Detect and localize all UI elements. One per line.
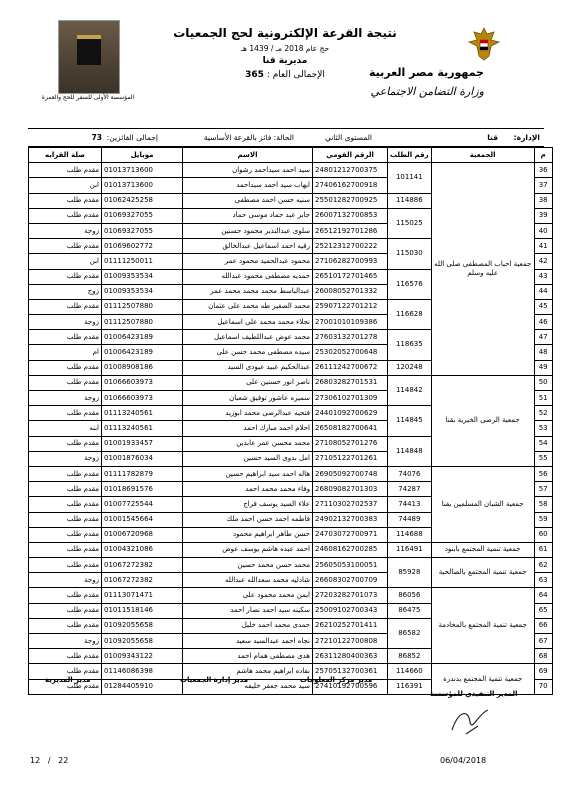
cell-name: هدى مصطفى همام احمد — [183, 649, 313, 664]
cell-relation: زوج — [29, 284, 102, 299]
cell-mobile: 01006720968 — [102, 527, 183, 542]
cell-national-id: 26210252701411 — [313, 618, 388, 633]
cell-national-id: 26111242700672 — [313, 360, 388, 375]
cell-name: امل بدوى السيد حسين — [183, 451, 313, 466]
season-label: حج عام 2018 مـ / 1439 هـ — [240, 44, 330, 53]
cell-relation: مقدم طلب — [29, 603, 102, 618]
cell-serial: 59 — [534, 512, 552, 527]
cell-association: جمعية تنمية المجتمع بدندرة — [431, 664, 534, 694]
cell-national-id: 24801212700375 — [313, 163, 388, 178]
cell-serial: 53 — [534, 421, 552, 436]
cell-serial: 45 — [534, 299, 552, 314]
cell-name: سنيه حسن احمد مصطفى — [183, 193, 313, 208]
print-date: 06/04/2018 — [440, 756, 487, 765]
cell-relation: مقدم طلب — [29, 497, 102, 512]
cell-order-number: 118635 — [388, 330, 432, 360]
cell-order-number: 86582 — [388, 618, 432, 648]
signature-mark — [448, 704, 494, 738]
col-header-nid: الرقم القومي — [313, 148, 388, 163]
cell-name: نجاه احمد عبدالسيد سعيد — [183, 634, 313, 649]
cell-relation: مقدم طلب — [29, 527, 102, 542]
cell-association: جمعية الرضى الخيرية بقنا — [431, 375, 534, 466]
cell-name: فاطمه احمد حسن احمد ملك — [183, 512, 313, 527]
ministry-name: وزارة التضامن الاجتماعي — [370, 85, 484, 98]
cell-relation: ام — [29, 345, 102, 360]
foundation-logo — [58, 20, 120, 94]
cell-national-id: 27210122700808 — [313, 634, 388, 649]
page-current: 12 — [30, 756, 41, 765]
cell-relation: ابن — [29, 178, 102, 193]
kaaba-icon — [77, 35, 101, 65]
exec-director-label: المدير التنفيذي للمؤسسة — [430, 690, 518, 698]
col-header-mobile: موبايل — [102, 148, 183, 163]
cell-mobile: 01066603973 — [102, 375, 183, 390]
cell-mobile: 01001933457 — [102, 436, 183, 451]
cell-order-number: 116628 — [388, 299, 432, 329]
cell-national-id: 27001010109386 — [313, 315, 388, 330]
cell-relation: مقدم طلب — [29, 406, 102, 421]
cell-national-id: 24401092700629 — [313, 406, 388, 421]
cell-mobile: 01001876034 — [102, 451, 183, 466]
cell-national-id: 24703072700971 — [313, 527, 388, 542]
cell-name: جابر عبد حماد موسى حماد — [183, 208, 313, 223]
cell-mobile: 01284405910 — [102, 679, 183, 694]
cell-order-number: 120248 — [388, 360, 432, 375]
table-row — [29, 466, 553, 481]
cell-order-number: 116391 — [388, 679, 432, 694]
cell-national-id: 27410192700596 — [313, 679, 388, 694]
table-body — [29, 163, 553, 695]
cell-serial: 47 — [534, 330, 552, 345]
cell-order-number: 114660 — [388, 664, 432, 679]
cell-name: ايهاب سيد احمد سيداحمد — [183, 178, 313, 193]
cell-serial: 57 — [534, 482, 552, 497]
cell-name: سيده مصطفى محمد حسن على — [183, 345, 313, 360]
cell-order-number: 114845 — [388, 406, 432, 436]
cell-relation: مقدم طلب — [29, 208, 102, 223]
cell-association: جمعية تنمية المجتمع بالمخادمة — [431, 588, 534, 664]
cell-relation: زوجة — [29, 391, 102, 406]
cell-order-number: 74413 — [388, 497, 432, 512]
table-row — [29, 558, 553, 573]
cell-serial: 42 — [534, 254, 552, 269]
cell-serial: 46 — [534, 315, 552, 330]
cell-serial: 66 — [534, 618, 552, 633]
total-value: 365 — [245, 70, 264, 80]
info-bar — [28, 128, 544, 147]
cell-national-id: 27603132701278 — [313, 330, 388, 345]
cell-national-id: 25501282700925 — [313, 193, 388, 208]
cell-serial: 37 — [534, 178, 552, 193]
cell-mobile: 01011518146 — [102, 603, 183, 618]
cell-name: وفاء محمد محمد احمد — [183, 482, 313, 497]
cell-national-id: 27110302702537 — [313, 497, 388, 512]
admin-label: الإدارة: — [513, 133, 540, 142]
cell-national-id: 25302052700648 — [313, 345, 388, 360]
admin-value: قنا — [487, 133, 498, 142]
cell-relation: مقدم طلب — [29, 618, 102, 633]
cell-serial: 40 — [534, 223, 552, 238]
total-line — [170, 70, 400, 80]
cell-mobile: 01013713600 — [102, 163, 183, 178]
cell-order-number: 86475 — [388, 603, 432, 618]
cell-association: جمعية تنمية المجتمع بابنود — [431, 542, 534, 557]
cell-serial: 48 — [534, 345, 552, 360]
cell-order-number: 115030 — [388, 239, 432, 269]
cell-serial: 63 — [534, 573, 552, 588]
cell-serial: 52 — [534, 406, 552, 421]
cell-relation: زوجة — [29, 451, 102, 466]
cell-name: محمد الصغير طه محمد على عثمان — [183, 299, 313, 314]
cell-relation: مقدم طلب — [29, 163, 102, 178]
cell-relation: مقدم طلب — [29, 360, 102, 375]
cell-national-id: 24608162700285 — [313, 542, 388, 557]
cell-mobile: 01001545664 — [102, 512, 183, 527]
cell-national-id: 27406162700918 — [313, 178, 388, 193]
cell-order-number: 86056 — [388, 588, 432, 603]
cell-national-id: 26809082701303 — [313, 482, 388, 497]
cell-relation: مقدم طلب — [29, 239, 102, 254]
cell-order-number: 86852 — [388, 649, 432, 664]
cell-relation: مقدم طلب — [29, 193, 102, 208]
cell-national-id: 26510172701465 — [313, 269, 388, 284]
cell-name: محمد محسن عمر عابدين — [183, 436, 313, 451]
directorate-label: مديرية قنا — [262, 56, 308, 66]
cell-association: جمعية الشبان المسلمين بقنا — [431, 466, 534, 542]
cell-serial: 44 — [534, 284, 552, 299]
signature-directorate: مدير المديرية — [45, 676, 91, 684]
cell-mobile: 01111250011 — [102, 254, 183, 269]
cell-name: سلوى عبدالنذير محمود حسنين — [183, 223, 313, 238]
cell-relation: زوجة — [29, 315, 102, 330]
cell-serial: 65 — [534, 603, 552, 618]
cell-relation: مقدم طلب — [29, 664, 102, 679]
cell-relation: مقدم طلب — [29, 466, 102, 481]
cell-national-id: 25907122701212 — [313, 299, 388, 314]
cell-relation: مقدم طلب — [29, 375, 102, 390]
status-label: الحالة: فائز بالقرعة الأساسية — [203, 133, 294, 142]
cell-relation: زوجة — [29, 223, 102, 238]
col-header-assoc: الجمعية — [431, 148, 534, 163]
total-label: الإجمالى العام : — [266, 70, 325, 80]
cell-relation: مقدم طلب — [29, 269, 102, 284]
cell-order-number: 101141 — [388, 163, 432, 193]
cell-relation: مقدم طلب — [29, 482, 102, 497]
signature-associations: مدير إدارة الجمعيات — [180, 676, 249, 684]
cell-serial: 54 — [534, 436, 552, 451]
cell-name: رقيه احمد اسماعيل عبدالخالق — [183, 239, 313, 254]
cell-national-id: 26508182700641 — [313, 421, 388, 436]
cell-relation: مقدم طلب — [29, 588, 102, 603]
cell-association: جمعية احباب المصطفى صلى الله عليه وسلم — [431, 163, 534, 376]
table-row — [29, 588, 553, 603]
cell-national-id: 25009102700343 — [313, 603, 388, 618]
cell-mobile: 01113071471 — [102, 588, 183, 603]
cell-relation: مقدم طلب — [29, 512, 102, 527]
cell-order-number: 74489 — [388, 512, 432, 527]
cell-name: ايمن محمد محمود على — [183, 588, 313, 603]
cell-mobile: 01069327055 — [102, 208, 183, 223]
cell-serial: 62 — [534, 558, 552, 573]
cell-national-id: 27105122701261 — [313, 451, 388, 466]
cell-mobile: 01004321086 — [102, 542, 183, 557]
cell-relation: مقدم طلب — [29, 679, 102, 694]
cell-national-id: 27306102701309 — [313, 391, 388, 406]
cell-name: علاء السيد يوسف فراج — [183, 497, 313, 512]
cell-name: حمديه مصطفى محمود عبدالله — [183, 269, 313, 284]
cell-serial: 49 — [534, 360, 552, 375]
cell-national-id: 27108052701276 — [313, 436, 388, 451]
cell-serial: 55 — [534, 451, 552, 466]
cell-national-id: 26007132700853 — [313, 208, 388, 223]
page-total: 22 — [58, 756, 69, 765]
cell-serial: 56 — [534, 466, 552, 481]
cell-order-number: 116576 — [388, 269, 432, 299]
cell-order-number: 114848 — [388, 436, 432, 466]
cell-mobile: 01067272382 — [102, 558, 183, 573]
cell-name: سكينه سيد احمد نصار احمد — [183, 603, 313, 618]
cell-order-number: 114886 — [388, 193, 432, 208]
cell-association: جمعية تنمية المجتمع بالصالحية — [431, 558, 534, 588]
cell-national-id: 25605053100051 — [313, 558, 388, 573]
cell-serial: 43 — [534, 269, 552, 284]
table-row — [29, 542, 553, 557]
cell-relation: ابن — [29, 254, 102, 269]
cell-relation: مقدم طلب — [29, 436, 102, 451]
cell-order-number: 116491 — [388, 542, 432, 557]
egypt-eagle-icon — [467, 26, 501, 62]
cell-national-id: 26008052701332 — [313, 284, 388, 299]
cell-serial: 61 — [534, 542, 552, 557]
page-title: نتيجة القرعة الإلكترونية لحج الجمعيات — [173, 26, 397, 40]
cell-name: عبدالباسط محمد محمد محمد عمر — [183, 284, 313, 299]
col-header-relation: صلة القرابه — [29, 148, 102, 163]
cell-national-id: 26608302700709 — [313, 573, 388, 588]
cell-mobile: 01113240561 — [102, 421, 183, 436]
cell-name: محمد عوض عبداللطيف اسماعيل — [183, 330, 313, 345]
cell-mobile: 01007725544 — [102, 497, 183, 512]
cell-name: محمد حسن محمد حسين — [183, 558, 313, 573]
cell-mobile: 01006423189 — [102, 330, 183, 345]
cell-national-id: 25212312700222 — [313, 239, 388, 254]
cell-mobile: 01006423189 — [102, 345, 183, 360]
col-header-m: م — [534, 148, 552, 163]
cell-name: ناصر انور حسنين على — [183, 375, 313, 390]
cell-serial: 51 — [534, 391, 552, 406]
col-header-name: الاسم — [183, 148, 313, 163]
table-row — [29, 375, 553, 390]
cell-mobile: 01146086398 — [102, 664, 183, 679]
cell-relation: زوجة — [29, 634, 102, 649]
cell-name: نفاده ابراهيم محمد هاشم — [183, 664, 313, 679]
cell-serial: 41 — [534, 239, 552, 254]
country-name: جمهورية مصر العربية — [369, 66, 484, 79]
cell-relation: زوجة — [29, 573, 102, 588]
cell-name: سيد محمد جعفر خليفه — [183, 679, 313, 694]
cell-mobile: 01066603973 — [102, 391, 183, 406]
cell-order-number: 74076 — [388, 466, 432, 481]
cell-name: سيد احمد سيداحمد رشوان — [183, 163, 313, 178]
winners-label: إجمالى الفائزين: — [106, 133, 158, 142]
cell-serial: 38 — [534, 193, 552, 208]
cell-national-id: 26311280400363 — [313, 649, 388, 664]
cell-serial: 64 — [534, 588, 552, 603]
cell-relation: مقدم طلب — [29, 558, 102, 573]
cell-name: حمدى محمد احمد خليل — [183, 618, 313, 633]
cell-name: نجلاء محمد محمد على اسماعيل — [183, 315, 313, 330]
cell-mobile: 01018691576 — [102, 482, 183, 497]
cell-mobile: 01092055658 — [102, 634, 183, 649]
cell-mobile: 01009343122 — [102, 649, 183, 664]
cell-relation: مقدم طلب — [29, 542, 102, 557]
cell-mobile: 01111782879 — [102, 466, 183, 481]
cell-serial: 39 — [534, 208, 552, 223]
cell-national-id: 25705132700361 — [313, 664, 388, 679]
cell-serial: 36 — [534, 163, 552, 178]
table-row — [29, 664, 553, 679]
table-header-row — [29, 148, 553, 163]
cell-order-number: 74287 — [388, 482, 432, 497]
cell-name: سميره عاشور توفيق شعبان — [183, 391, 313, 406]
cell-order-number: 85928 — [388, 558, 432, 588]
cell-mobile: 01013713600 — [102, 178, 183, 193]
cell-name: عبدالحكيم عبيد عيودى السيد — [183, 360, 313, 375]
cell-mobile: 01092055658 — [102, 618, 183, 633]
cell-mobile: 01113240561 — [102, 406, 183, 421]
cell-mobile: 01069327055 — [102, 223, 183, 238]
cell-national-id: 24902132700383 — [313, 512, 388, 527]
cell-mobile: 01062425258 — [102, 193, 183, 208]
cell-mobile: 01112507880 — [102, 299, 183, 314]
cell-serial: 50 — [534, 375, 552, 390]
cell-mobile: 01069602772 — [102, 239, 183, 254]
cell-national-id: 27203282701073 — [313, 588, 388, 603]
winners-table — [28, 147, 553, 695]
signature-info-center: مدير مركز المعلومات — [300, 676, 373, 684]
cell-serial: 67 — [534, 634, 552, 649]
cell-relation: ابنه — [29, 421, 102, 436]
cell-relation: مقدم طلب — [29, 649, 102, 664]
cell-serial: 68 — [534, 649, 552, 664]
cell-name: حسن طاهر ابراهيم محمود — [183, 527, 313, 542]
winners-value: 73 — [91, 133, 102, 142]
page-separator: / — [47, 756, 51, 765]
cell-name: محمود عبدالحميد محمود عمر — [183, 254, 313, 269]
cell-serial: 58 — [534, 497, 552, 512]
cell-name: فتحيه عبدالرضى محمد ابوزيد — [183, 406, 313, 421]
cell-serial: 69 — [534, 664, 552, 679]
cell-name: هاله احمد سيد ابراهيم حسين — [183, 466, 313, 481]
cell-relation: مقدم طلب — [29, 330, 102, 345]
cell-national-id: 27106282700993 — [313, 254, 388, 269]
cell-order-number: 114688 — [388, 527, 432, 542]
col-header-order: رقم الطلب — [388, 148, 432, 163]
cell-mobile: 01009353534 — [102, 269, 183, 284]
cell-national-id: 26905092700748 — [313, 466, 388, 481]
cell-national-id: 26803282701531 — [313, 375, 388, 390]
cell-order-number: 115025 — [388, 208, 432, 238]
cell-mobile: 01008908186 — [102, 360, 183, 375]
cell-serial: 60 — [534, 527, 552, 542]
cell-name: شادليه محمد سعدالله عبدالله — [183, 573, 313, 588]
cell-mobile: 01009353534 — [102, 284, 183, 299]
level-label: المستوى الثاني — [324, 133, 372, 142]
logo-caption: المؤسسة الأولى للسفر للحج والعمرة — [41, 94, 135, 101]
table-row — [29, 163, 553, 178]
cell-name: احمد عبده هاشم يوسف عوض — [183, 542, 313, 557]
cell-relation: مقدم طلب — [29, 299, 102, 314]
cell-national-id: 26512192701286 — [313, 223, 388, 238]
cell-mobile: 01067272382 — [102, 573, 183, 588]
cell-name: احلام احمد مبارك احمد — [183, 421, 313, 436]
page-number — [30, 756, 68, 765]
cell-serial: 70 — [534, 679, 552, 694]
cell-mobile: 01112507880 — [102, 315, 183, 330]
cell-order-number: 114842 — [388, 375, 432, 405]
